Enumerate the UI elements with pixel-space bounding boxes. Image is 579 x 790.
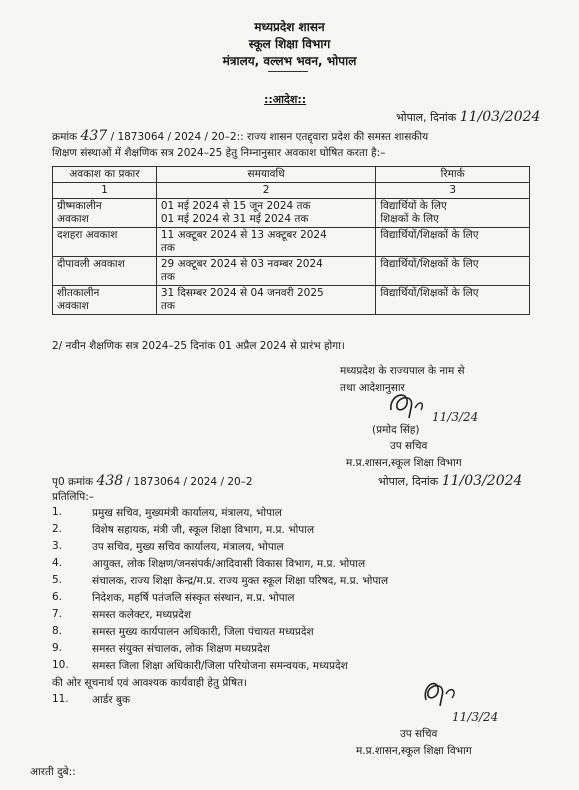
date-1-handwritten: 11/03/2024 [459,109,541,125]
leave-table [52,166,530,315]
table-header: अवकाश का प्रकार [53,167,157,183]
sign1-name: (प्रमोद सिंह) [372,424,420,436]
leave-type: शीतकालीन अवकाश [53,286,157,315]
sign2-dept: म.प्र.शासन,स्कूल शिक्षा विभाग [356,745,472,757]
place-date-1: भोपाल, दिनांक 11/03/2024 [396,109,541,125]
table-row [53,286,530,315]
cc-list [52,506,532,676]
table-header: समयावधि [156,167,375,183]
header-rule [268,71,308,72]
leave-remark: विद्यार्थियों/शिक्षकों के लिए [376,286,530,315]
leave-period: 11 अक्टूबर 2024 से 13 अक्टूबर 2024 तक [156,228,375,257]
list-item: 1. प्रमुख सचिव, मुख्यमंत्री कार्यालय, मंत्रालय, भोपाल [52,506,282,519]
footer-initials: आरती दुबे:: [30,766,76,778]
leave-remark: विद्यार्थियों/शिक्षकों के लिए [376,228,530,257]
list-item: 9. समस्त संयुक्त संचालक, लोक शिक्षण मध्यप्रदेश [52,642,270,655]
column-number: 2 [156,183,375,199]
leave-type: दीपावली अवकाश [53,257,157,286]
leave-type: ग्रीष्मकालीन अवकाश [53,199,157,228]
cc-item-11: 11. आर्डर बुक [52,693,131,706]
list-item: 10. समस्त जिला शिक्षा अधिकारी/जिला परियोजना समन्वयक, मध्यप्रदेश [52,659,348,672]
table-header-row [53,167,530,183]
para-2: 2/ नवीन शैक्षणिक सत्र 2024–25 दिनांक 01 अप्रैल 2024 से प्रारंभ होगा। [52,340,345,352]
table-row [53,199,530,228]
list-item: 2. विशेष सहायक, मंत्री जी, स्कूल शिक्षा विभाग, म.प्र. भोपाल [52,523,315,536]
sign1-dept: म.प्र.शासन,स्कूल शिक्षा विभाग [346,457,462,469]
list-item: 7. समस्त कलेक्टर, मध्यप्रदेश [52,608,191,621]
place-date-2: भोपाल, दिनांक 11/03/2024 [378,473,523,489]
sign1-line-2: तथा आदेशानुसार [340,382,405,394]
column-number: 3 [376,183,530,199]
header-line-1: मध्यप्रदेश शासन [254,20,325,34]
order-title: ::आदेश:: [264,93,307,106]
sign1-date-handwritten: 11/3/24 [432,410,479,424]
list-item: 5. संचालक, राज्य शिक्षा केन्द्र/म.प्र. राज्य मुक्त स्कूल शिक्षा परिषद, म.प्र. भोपाल [52,574,389,587]
sign1-line-1: मध्यप्रदेश के राज्यपाल के नाम से [340,365,465,377]
leave-type: दशहरा अवकाश [53,228,157,257]
order-number-handwritten: 437 [80,128,108,144]
list-item: 3. उप सचिव, मुख्य सचिव कार्यालय, मंत्रालय, भोपाल [52,540,284,553]
leave-period: 01 मई 2024 से 15 जून 2024 तक 01 मई 2024 से 31 मई 2024 तक [156,199,375,228]
leave-remark: विद्यार्थियों के लिए शिक्षकों के लिए [376,199,530,228]
header-line-2: स्कूल शिक्षा विभाग [248,37,331,51]
table-header: रिमार्क [376,167,530,183]
sign1-designation: उप सचिव [390,440,428,452]
list-item: 4. आयुक्त, लोक शिक्षण/जनसंपर्क/आदिवासी विकास विभाग, म.प्र. भोपाल [52,557,366,570]
date-2-handwritten: 11/03/2024 [441,473,523,489]
endorsement-number-handwritten: 438 [96,473,124,489]
order-number-line: क्रमांक 437 / 1873064 / 2024 / 20–2:: राज्य शासन एतद्द्वारा प्रदेश की समस्त शासकीय [52,128,429,144]
order-line-2: शिक्षण संस्थाओं में शैक्षणिक सत्र 2024–25 हेतु निम्नानुसार अवकाश घोषित करता है:– [52,147,386,159]
sign2-date-handwritten: 11/3/24 [452,710,499,724]
table-colnum-row [53,183,530,199]
column-number: 1 [53,183,157,199]
table-row [53,228,530,257]
endorsement-number: पृ0 क्रमांक 438 / 1873064 / 2024 / 20–2 [52,473,253,489]
leave-remark: विद्यार्थियों/शिक्षकों के लिए [376,257,530,286]
cc-tail: की ओर सूचनार्थ एवं आवश्यक कार्यवाही हेतु प्रेषित। [52,677,248,689]
list-item: 8. समस्त मुख्य कार्यपालन अधिकारी, जिला पंचायत मध्यप्रदेश [52,625,314,638]
header-line-3: मंत्रालय, वल्लभ भवन, भोपाल [222,54,357,68]
copy-to-label: प्रतिलिपि:– [52,491,94,503]
list-item: 6. निदेशक, महर्षि पतंजलि संस्कृत संस्थान, म.प्र. भोपाल [52,591,295,604]
table-row [53,257,530,286]
sign2-designation: उप सचिव [400,728,438,740]
leave-period: 29 अक्टूबर 2024 से 03 नवम्बर 2024 तक [156,257,375,286]
leave-period: 31 दिसम्बर 2024 से 04 जनवरी 2025 तक [156,286,375,315]
signature-2-icon [418,676,478,710]
